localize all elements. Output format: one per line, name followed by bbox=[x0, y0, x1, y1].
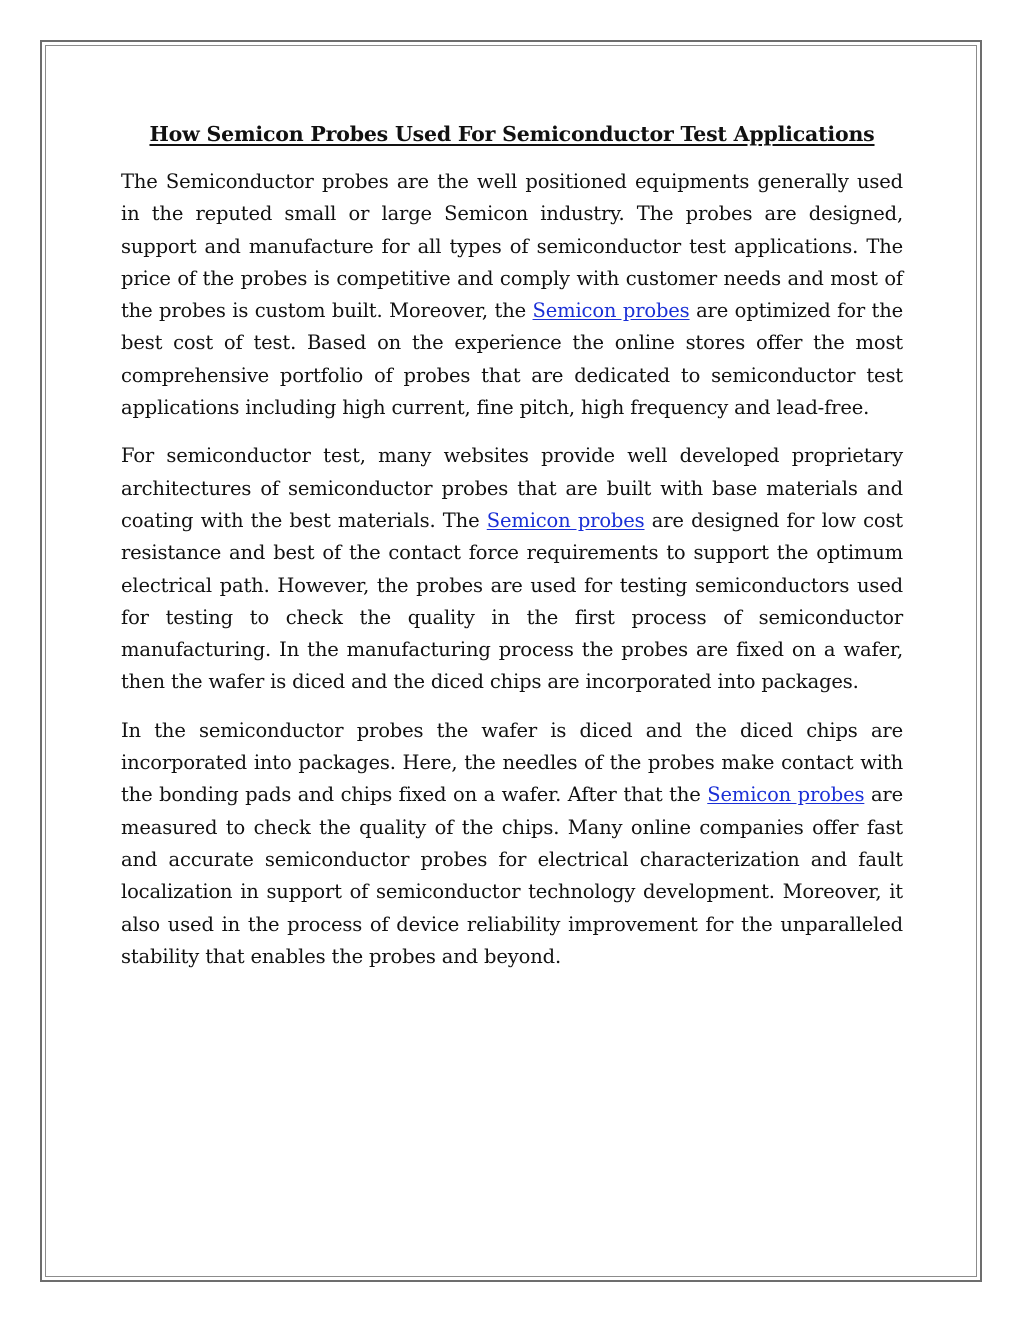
paragraph-2-text-after: are designed for low cost resistance and best of the contact force requirements to support the optimum electrical path. However, the probes are used for testing semiconductors used for testing to check the quality in the first process of semiconductor manufacturing. In the manufacturing process the probes are fixed on a wafer, then the wafer is diced and the diced chips are incorporated into packages. bbox=[121, 508, 903, 694]
paragraph-3 bbox=[121, 715, 903, 973]
paragraph-2 bbox=[121, 440, 903, 698]
paragraph-3-text-before: In the semiconductor probes the wafer is diced and the diced chips are incorporated into packages. Here, the needles of the probes make contact with the bonding pads and chips fixed on a wafer. After that the bbox=[121, 718, 903, 807]
paragraph-1-text-before: The Semiconductor probes are the well positioned equipments generally used in the reputed small or large Semicon industry. The probes are designed, support and manufacture for all types of semiconductor test applications. The price of the probes is competitive and comply with customer needs and most of the probes is custom built. Moreover, the bbox=[121, 170, 903, 323]
semicon-probes-link-1[interactable]: Semicon probes bbox=[532, 299, 690, 323]
paragraph-2-text-before: For semiconductor test, many websites provide well developed proprietary architectures of semiconductor probes that are built with base materials and coating with the best materials. The bbox=[121, 444, 903, 532]
paragraph-1 bbox=[121, 166, 903, 424]
semicon-probes-link-2[interactable]: Semicon probes bbox=[486, 508, 645, 532]
document-body bbox=[121, 118, 903, 989]
paragraph-1-text-after: are optimized for the best cost of test. Based on the experience the online stores offer the most comprehensive portfolio of probes that are dedicated to semiconductor test applications including high current, fine pitch, high frequency and lead-free. bbox=[121, 299, 904, 420]
paragraph-3-text-after: are measured to check the quality of the chips. Many online companies offer fast and accurate semiconductor probes for electrical characterization and fault localization in support of semiconductor technology development. Moreover, it also used in the process of device reliability improvement for the unparalleled stability that enables the probes and beyond. bbox=[121, 783, 903, 968]
document-title: How Semicon Probes Used For Semiconductor Test Applications bbox=[149, 122, 875, 146]
semicon-probes-link-3[interactable]: Semicon probes bbox=[707, 783, 865, 807]
